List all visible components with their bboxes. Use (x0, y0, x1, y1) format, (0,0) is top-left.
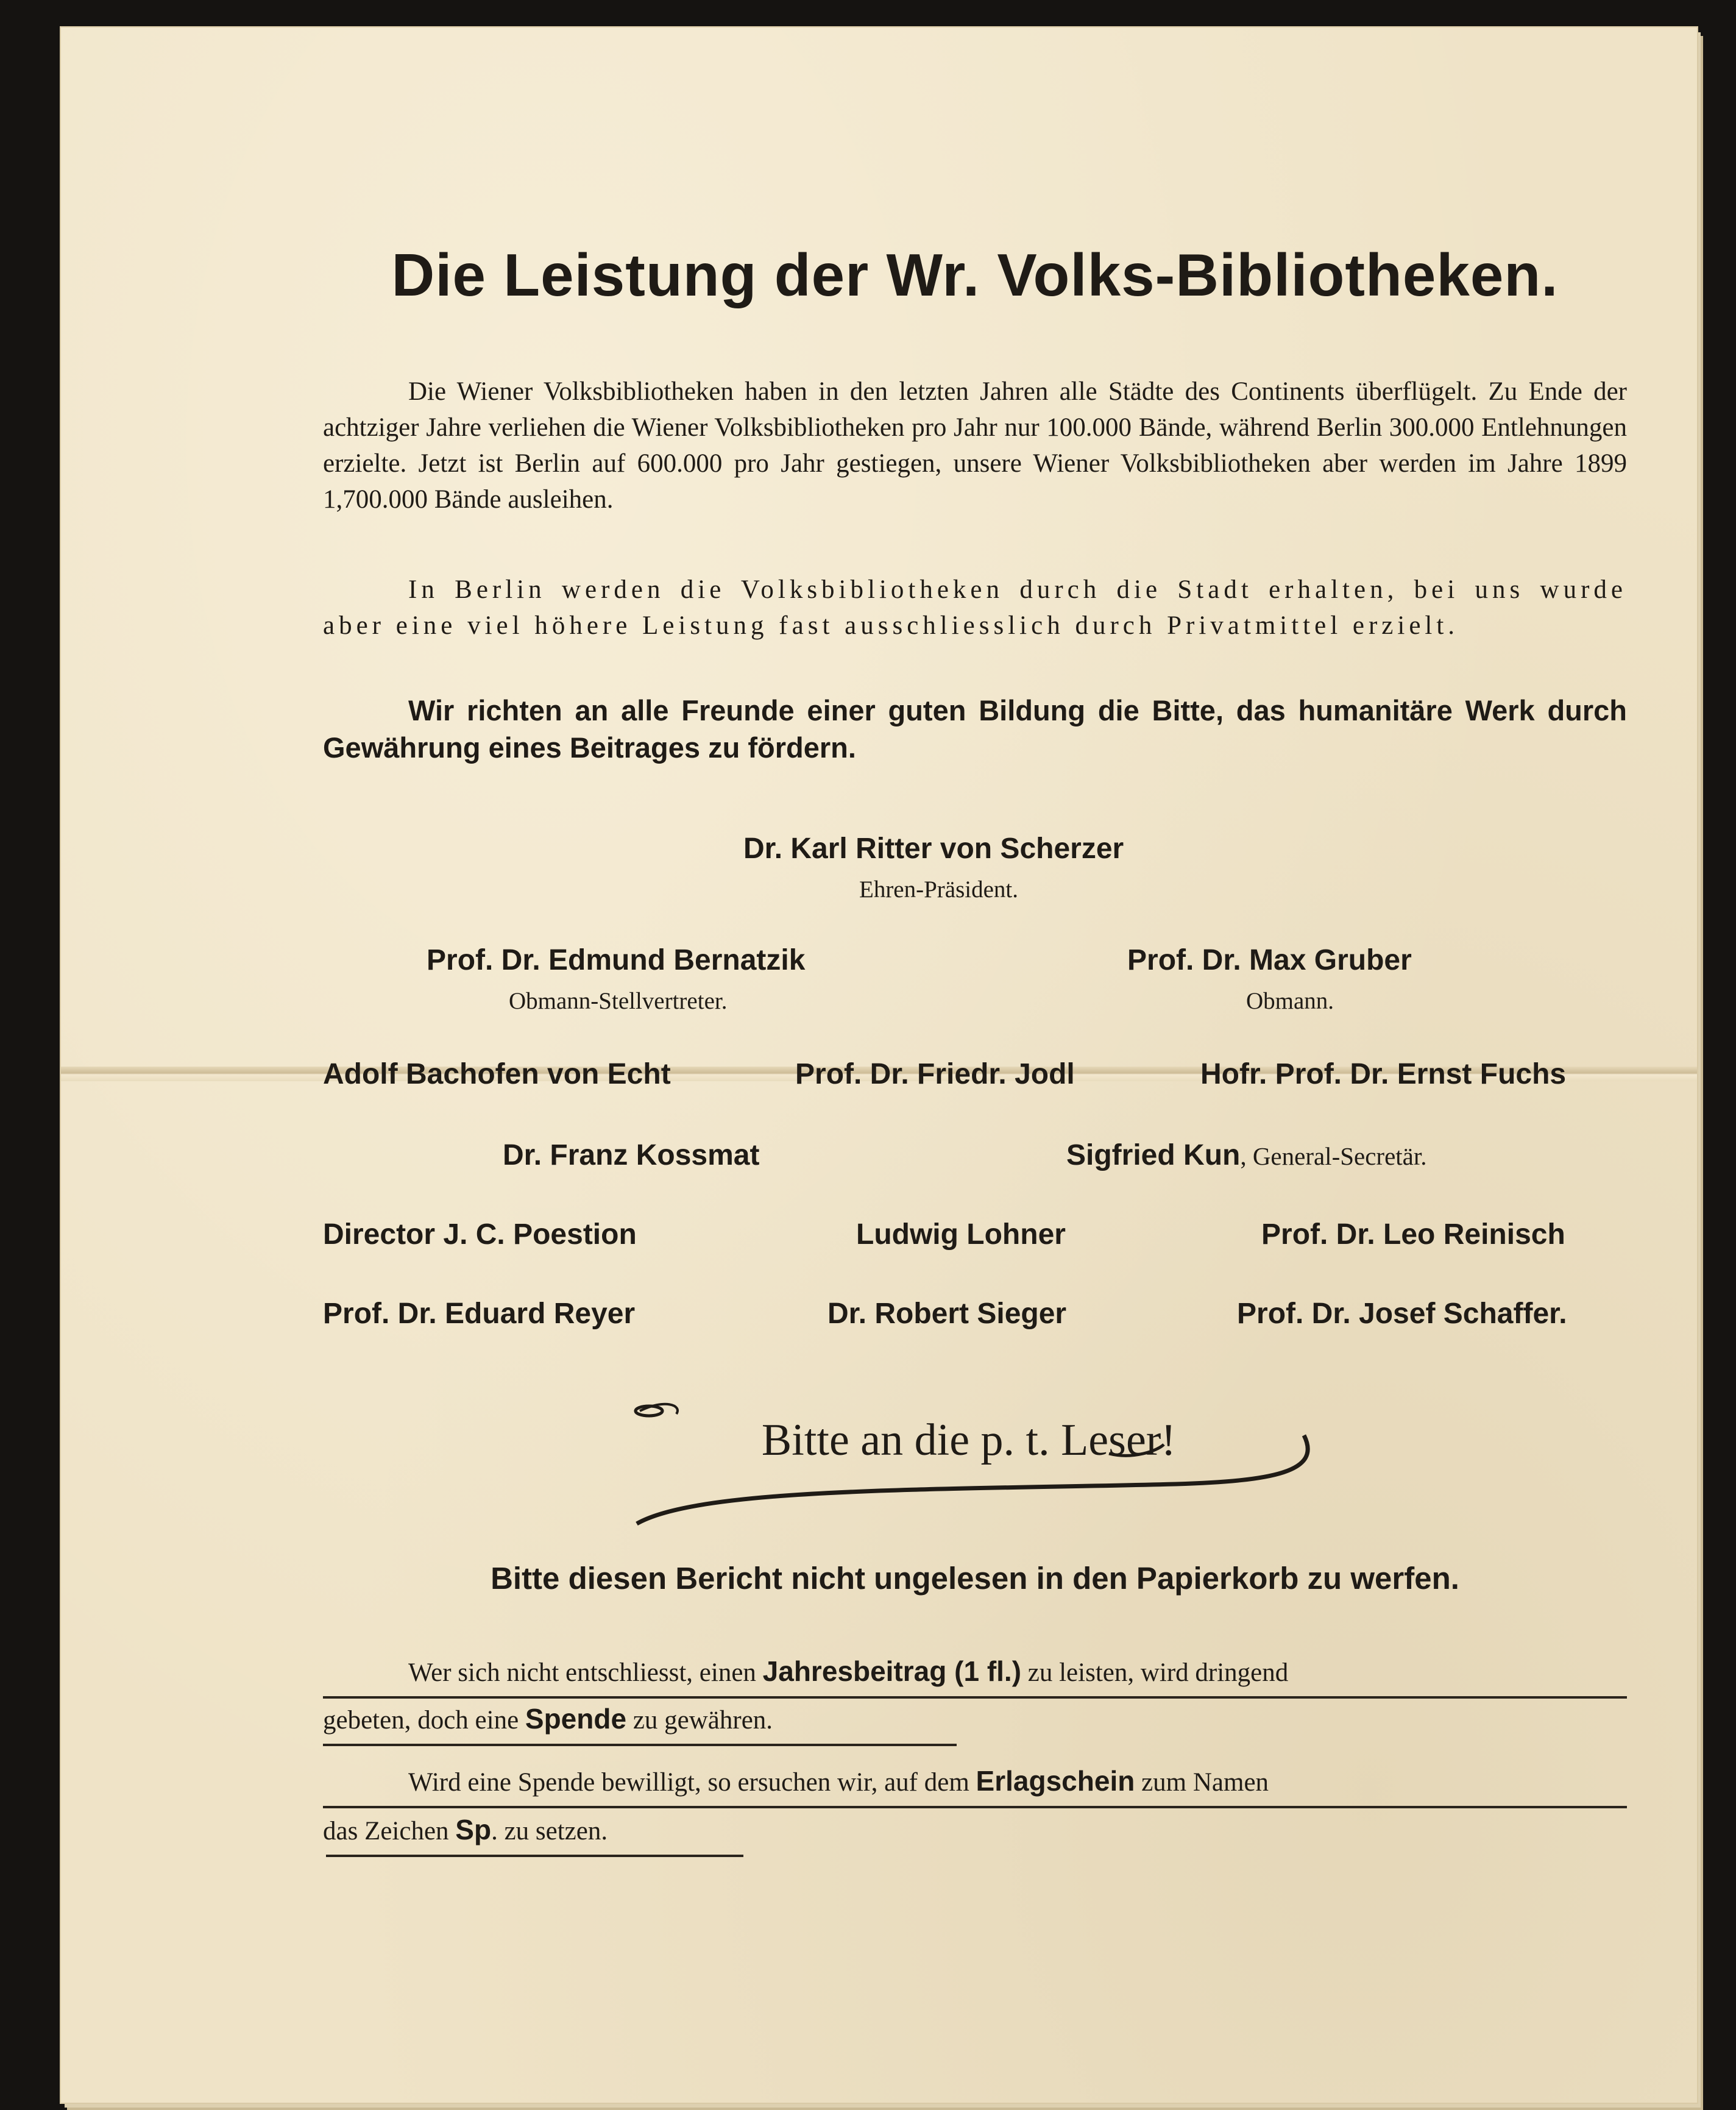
notice1-jahresbeitrag: Jahresbeitrag (1 fl.) (762, 1655, 1022, 1687)
signatory-kun (1066, 1138, 1427, 1172)
paragraph-appeal: Wir richten an alle Freunde einer guten Bildung die Bitte, das humanitäre Werk durch Gewährung eines Beitrages zu fördern. (323, 694, 1627, 764)
signatory-fuchs: Hofr. Prof. Dr. Ernst Fuchs (1200, 1058, 1567, 1090)
signatory-poestion: Director J. C. Poestion (323, 1218, 637, 1251)
signatory-schaffer: Prof. Dr. Josef Schaffer. (1237, 1298, 1567, 1330)
signatory-reyer: Prof. Dr. Eduard Reyer (323, 1298, 636, 1330)
document-page (61, 27, 1697, 2103)
reader-plea: Bitte diesen Bericht nicht ungelesen in den Papierkorb zu werfen. (491, 1561, 1459, 1596)
signatory-kun-name: Sigfried Kun (1066, 1139, 1241, 1171)
paragraph-statistics: Die Wiener Volksbibliotheken haben in den letzten Jahren alle Städte des Continents überflügelt. Zu Ende der achtziger Jahre verliehen die Wiener Volksbibliotheken pro Jahr nur 100.000 Bände, während Berlin 300.000 Entlehnungen erzielte. Jetzt ist Berlin auf 600.000 pro Jahr gestiegen, unsere Wiener Volksbibliotheken aber werden im Jahre 1899 1,700.000 Bände ausleihen. (323, 377, 1627, 514)
role-scherzer: Ehren-Präsident. (859, 876, 1019, 903)
notice2-text-a: Wird eine Spende bewilligt, so ersuchen wir, auf dem (408, 1768, 976, 1797)
reader-banner (628, 1387, 1341, 1533)
notice1-text-f: zu gewähren. (626, 1706, 773, 1735)
notice2-text-f: . zu setzen. (491, 1817, 608, 1845)
banner-ornament-left (636, 1406, 662, 1416)
notice1-line2 (323, 1702, 773, 1735)
signatory-reinisch: Prof. Dr. Leo Reinisch (1261, 1218, 1565, 1251)
role-kun: , General-Secretär. (1240, 1142, 1427, 1170)
signatory-bachofen: Adolf Bachofen von Echt (323, 1058, 671, 1090)
notice2-erlagschein: Erlagschein (976, 1765, 1135, 1797)
signatory-gruber: Prof. Dr. Max Gruber (1127, 944, 1412, 976)
notice2-sp: Sp (455, 1814, 492, 1845)
signatory-scherzer: Dr. Karl Ritter von Scherzer (743, 833, 1124, 865)
underline (323, 1806, 1627, 1808)
signatory-jodl: Prof. Dr. Friedr. Jodl (795, 1058, 1075, 1090)
signatory-bernatzik: Prof. Dr. Edmund Bernatzik (427, 944, 806, 976)
notice2-line2 (323, 1813, 608, 1846)
role-gruber: Obmann. (1246, 988, 1334, 1014)
signatory-sieger: Dr. Robert Sieger (827, 1298, 1067, 1330)
page-title: Die Leistung der Wr. Volks-Bibliotheken. (391, 241, 1559, 308)
signatory-lohner: Ludwig Lohner (856, 1218, 1066, 1251)
underline (323, 1696, 1627, 1699)
notice2-text-d: das Zeichen (323, 1817, 456, 1845)
role-bernatzik: Obmann-Stellvertreter. (509, 988, 728, 1014)
paragraph-berlin-comparison: In Berlin werden die Volksbibliotheken durch die Stadt erhalten, bei uns wurde aber eine viel höhere Leistung fast ausschliesslich durch Privatmittel erzielt. (323, 575, 1627, 640)
notice2-line1 (408, 1764, 1269, 1797)
underline (326, 1855, 743, 1857)
banner-text: Bitte an die p. t. Leser! (761, 1415, 1177, 1465)
notice1-text-d: gebeten, doch eine (323, 1706, 525, 1735)
notice2-text-c: zum Namen (1135, 1768, 1269, 1797)
signatory-kossmat: Dr. Franz Kossmat (503, 1139, 760, 1171)
notice1-spende: Spende (525, 1703, 627, 1735)
underline (323, 1744, 957, 1746)
notice1-text-c: zu leisten, wird dringend (1021, 1658, 1289, 1687)
notice1-line1 (408, 1655, 1288, 1688)
notice1-text-a: Wer sich nicht entschliesst, einen (408, 1658, 763, 1687)
